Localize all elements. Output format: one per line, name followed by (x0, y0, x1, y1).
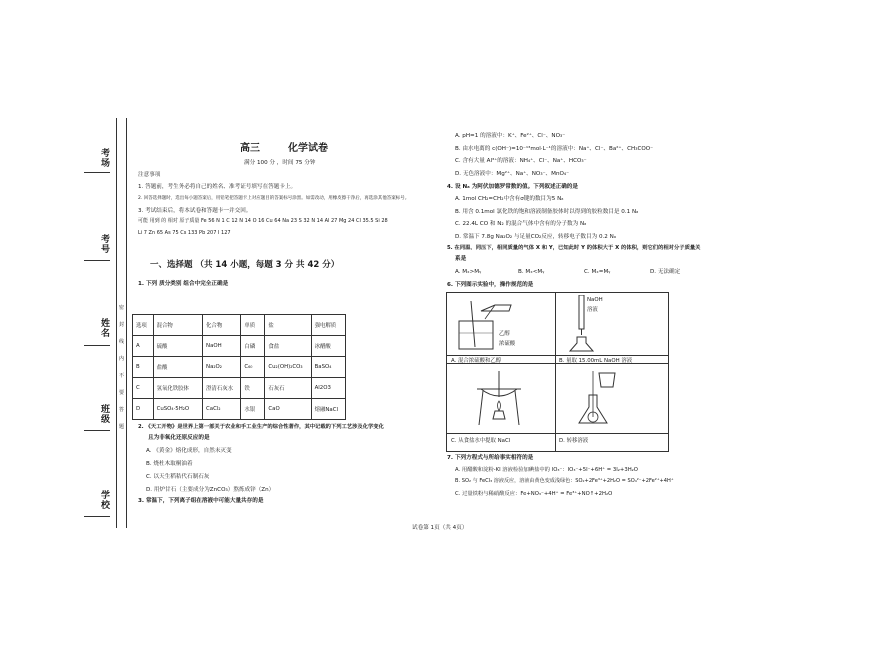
table-cell: C (133, 378, 154, 399)
q5-option: A. Mₓ>Mᵧ (455, 269, 482, 275)
line-name (84, 345, 110, 346)
grade-title: 高三 (240, 143, 260, 154)
table-cell: Al2O3 (311, 378, 345, 399)
table-cell: A (133, 336, 154, 357)
q2-option: A. 《黄金》熔化成形，自然未灭变 (146, 448, 232, 454)
q2-option: D. 用炉甘石（主要成分为ZnCO₃）熬炼成锌（Zn） (146, 487, 275, 493)
table-cell: 水银 (241, 399, 265, 420)
table-header-cell: 混合物 (153, 315, 202, 336)
q1-table (132, 314, 346, 420)
q4-option: D. 常温下 7.8g Na₂O₂ 与足量CO₂反应，转移电子数目为 0.2 Nₐ (455, 234, 617, 240)
notice-title: 注意事项 (138, 172, 161, 178)
question-7-stem: 7. 下列方程式与所给事实相符的是 (447, 455, 534, 461)
binding-line-outer (116, 118, 117, 528)
notice-item: 3. 考试结束后，将本试卷和答题卡一并交回。 (138, 208, 252, 214)
label-exam-no: 考号 (99, 234, 109, 254)
table-cell: CaO (265, 399, 311, 420)
q5-option: B. Mₓ<Mᵧ (518, 269, 545, 275)
q6-caption-b: B. 量取 15.00mL NaOH 溶液 (559, 358, 633, 364)
transfer-figure (559, 367, 659, 431)
q6-caption-c: C. 从食盐水中提取 NaCl (451, 438, 511, 444)
seal-text (119, 300, 125, 436)
table-cell: D (133, 399, 154, 420)
q6-figure-grid (446, 292, 669, 452)
table-header-cell: 单质 (241, 315, 265, 336)
table-cell: B (133, 357, 154, 378)
line-exam-room (84, 172, 110, 173)
seal-char: 线 (119, 339, 125, 345)
table-cell: 石灰石 (265, 378, 311, 399)
question-6-stem: 6. 下列图示实验中，操作规范的是 (447, 282, 534, 288)
question-1-stem: 1. 下列 质分类别 组合中完全正确是 (138, 281, 229, 287)
seal-char: 内 (119, 356, 125, 362)
table-header-cell: 化合物 (203, 315, 241, 336)
label-naoh: NaOH (587, 297, 603, 303)
label-conc-acid: 浓硫酸 (499, 341, 516, 347)
q6-caption-d: D. 转移溶液 (559, 438, 589, 444)
seal-char: 要 (119, 390, 125, 396)
table-header-cell: 盐 (265, 315, 311, 336)
label-class: 班级 (99, 404, 109, 424)
table-cell: 氢氧化铁胶体 (153, 378, 202, 399)
table-cell: NaOH (203, 336, 241, 357)
table-row (133, 357, 346, 378)
q5-option: C. Mₓ=Mᵧ (584, 269, 611, 275)
table-cell: 硫酸 (153, 336, 202, 357)
table-cell: CuSO₄·5H₂O (153, 399, 202, 420)
q3-option: C. 含有大量 Al³⁺的溶液：NH₄⁺、Cl⁻、Na⁺、HCO₃⁻ (455, 158, 587, 164)
line-school (84, 516, 110, 517)
table-row (133, 336, 346, 357)
seal-char: 密 (119, 305, 125, 311)
q4-option: A. 1mol CH₂=CH₂中含有σ键的数目为5 Nₐ (455, 196, 564, 202)
q3-option: D. 无色溶液中：Mg²⁺、Na⁺、NO₃⁻、MnO₄⁻ (455, 171, 570, 177)
q3-option: B. 由水电离的 c(OH⁻)=10⁻¹³mol·L⁻¹的溶液中：Na⁺、Cl⁻、Ba²⁺、CH₃COO⁻ (455, 146, 654, 152)
evaporation-figure (451, 367, 551, 431)
q4-option: C. 22.4L CO 和 N₂ 的混合气体中含有的分子数为 Nₐ (455, 221, 587, 227)
subject-title: 化学试卷 (288, 143, 328, 154)
q6-caption-a: A. 混合浓硫酸和乙醇 (451, 358, 502, 364)
atomic-mass-line: 可能 用到 的 相对 原子质量 Fe 56 N 1 C 12 N 14 O 16 Cu 64 Na 23 S 32 N 14 Al 27 Mg 24 Cl 35.5 Si 28 (138, 218, 388, 224)
seal-char: 题 (119, 424, 125, 430)
question-4-stem: 4. 设 Nₐ 为阿伏加德罗常数的值。下列叙述正确的是 (447, 184, 578, 190)
grid-divider (447, 433, 668, 434)
q7-option: A. 用醋酸和淀粉-KI 溶液检验加碘盐中的 IO₃⁻：IO₃⁻+5I⁻+6H⁺ = 3I₂+3H₂O (455, 467, 638, 473)
table-cell: 盐酸 (153, 357, 202, 378)
notice-item: 1. 答题前，考生务必将自己的姓名、准考证号填写在答题卡上。 (138, 184, 297, 190)
seal-char: 封 (119, 322, 125, 328)
q7-option: B. SO₂ 与 FeCl₃ 溶液反应，溶液由黄色变成浅绿色：SO₂+2Fe³⁺+2H₂O = SO₄²⁻+2Fe²⁺+4H⁺ (455, 478, 674, 484)
table-cell: BaSO₄ (311, 357, 345, 378)
table-row (133, 378, 346, 399)
seal-char: 答 (119, 407, 125, 413)
q2-option: B. 烧杜木取桐油着 (146, 461, 193, 467)
exam-meta: 满分 100 分 ，时间 75 分钟 (244, 160, 316, 166)
q2-option: C. 以天生稻秸代石制石灰 (146, 474, 210, 480)
line-class (84, 430, 110, 431)
q3-option: A. pH=1 的溶液中：K⁺、Fe²⁺、Cl⁻、NO₃⁻ (455, 133, 566, 139)
burette-flask-figure (559, 295, 659, 353)
question-2-stem: 2. 《天工开物》是世界上第一部关于农业和手工业生产的综合性著作，其中记载的下列工艺涉及化学变化 (138, 424, 384, 430)
table-cell: 铁 (241, 378, 265, 399)
grid-divider (555, 293, 556, 451)
table-header-cell: 强电解质 (311, 315, 345, 336)
binding-line-inner (126, 118, 127, 528)
table-cell: 食盐 (265, 336, 311, 357)
table-cell: 澄清石灰水 (203, 378, 241, 399)
section-title: 一、选择题 （共 14 小题，每题 3 分 共 42 分） (150, 260, 340, 270)
table-cell: 白磷 (241, 336, 265, 357)
table-row (133, 399, 346, 420)
q4-option: B. 用含 0.1mol 氯化铁的饱和溶液制备胶体时以得到的胶粒数目是 0.1 Nₐ (455, 209, 639, 215)
table-header-cell: 选项 (133, 315, 154, 336)
q7-option: C. 过量铁粉与稀硝酸反应：Fe+NO₃⁻+4H⁺ = Fe³⁺+NO↑+2H₂O (455, 491, 613, 497)
line-exam-no (84, 260, 110, 261)
question-5-stem: 5. 在同温、同压下，相同质量的气体 X 和 Y，已知此时 Y 的体积大于 X 的体积，则它们的相对分子质量关 (447, 245, 701, 251)
table-cell: 熔融NaCl (311, 399, 345, 420)
seal-char: 不 (119, 373, 125, 379)
label-name: 姓名 (99, 318, 109, 338)
table-cell: Na₂O₂ (203, 357, 241, 378)
table-header-row (133, 315, 346, 336)
question-5-stem-cont: 系是 (455, 256, 467, 262)
atomic-mass-line: Li 7 Zn 65 As 75 Cs 133 Pb 207 I 127 (138, 230, 231, 236)
table-cell: CaCl₂ (203, 399, 241, 420)
table-cell: Cu₂(OH)₂CO₃ (265, 357, 311, 378)
label-exam-room: 考场 (99, 148, 109, 168)
q5-option: D. 无法确定 (650, 269, 681, 275)
page-number: 试卷第 1页（共 4页） (412, 525, 468, 531)
table-cell: C₆₀ (241, 357, 265, 378)
table-cell: 冰醋酸 (311, 336, 345, 357)
question-3-stem: 3. 常温下，下列离子组在溶液中可能大量共存的是 (138, 498, 264, 504)
question-2-stem-cont: 且为非氧化还原反应的是 (148, 435, 210, 441)
notice-item: 2. 回答选择题时，选出每小题答案后，用铅笔把答题卡上对应题目的答案标号涂黑。如需改动，用橡皮擦干净后，再选涂其他答案标号。 (138, 196, 410, 201)
label-school: 学校 (99, 490, 109, 510)
label-ethanol: 乙醇 (499, 331, 510, 337)
label-solution: 溶液 (587, 307, 598, 313)
